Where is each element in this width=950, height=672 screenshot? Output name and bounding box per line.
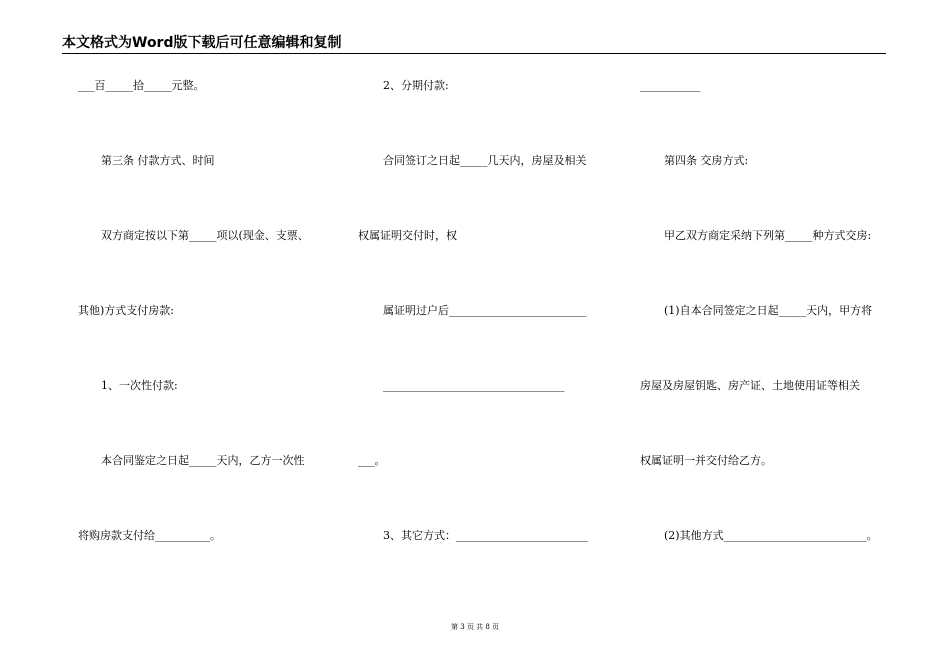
middle-line-4: 属证明过户后_________________________ [383, 304, 587, 317]
middle-line-7: 3、其它方式：________________________ [383, 529, 588, 542]
left-line-1: ___百_____拾_____元整。 [78, 79, 205, 92]
left-line-7: 将购房款支付给__________。 [78, 529, 221, 542]
right-line-5: 房屋及房屋钥匙、房产证、土地使用证等相关 [640, 379, 860, 392]
right-line-2: 第四条 交房方式: [664, 154, 749, 167]
page-number: 第 3 页 共 8 页 [450, 623, 500, 631]
left-line-4: 其他)方式支付房款: [78, 304, 174, 317]
middle-line-3: 权属证明交付时，权 [358, 229, 457, 242]
right-line-6: 权属证明一并交付给乙方。 [640, 454, 772, 467]
left-line-5: 1、一次性付款: [101, 379, 178, 392]
right-line-1: ___________ [640, 79, 701, 92]
left-line-6: 本合同鉴定之日起_____天内，乙方一次性 [101, 454, 305, 467]
left-line-2: 第三条 付款方式、时间 [101, 154, 215, 167]
right-line-3: 甲乙双方商定采纳下列第_____种方式交房: [664, 229, 872, 242]
right-line-4: (1)自本合同签定之日起_____天内，甲方将 [664, 304, 873, 317]
middle-line-5: _________________________________ [383, 379, 565, 392]
middle-line-6: ___。 [358, 454, 386, 467]
middle-line-1: 2、分期付款: [383, 79, 449, 92]
document-header: 本文格式为Word版下载后可任意编辑和复制 [62, 34, 886, 54]
middle-line-2: 合同签订之日起_____几天内，房屋及相关 [383, 154, 587, 167]
right-line-7: (2)其他方式__________________________。 [664, 529, 878, 542]
left-line-3: 双方商定按以下第_____项以(现金、支票、 [101, 229, 309, 242]
